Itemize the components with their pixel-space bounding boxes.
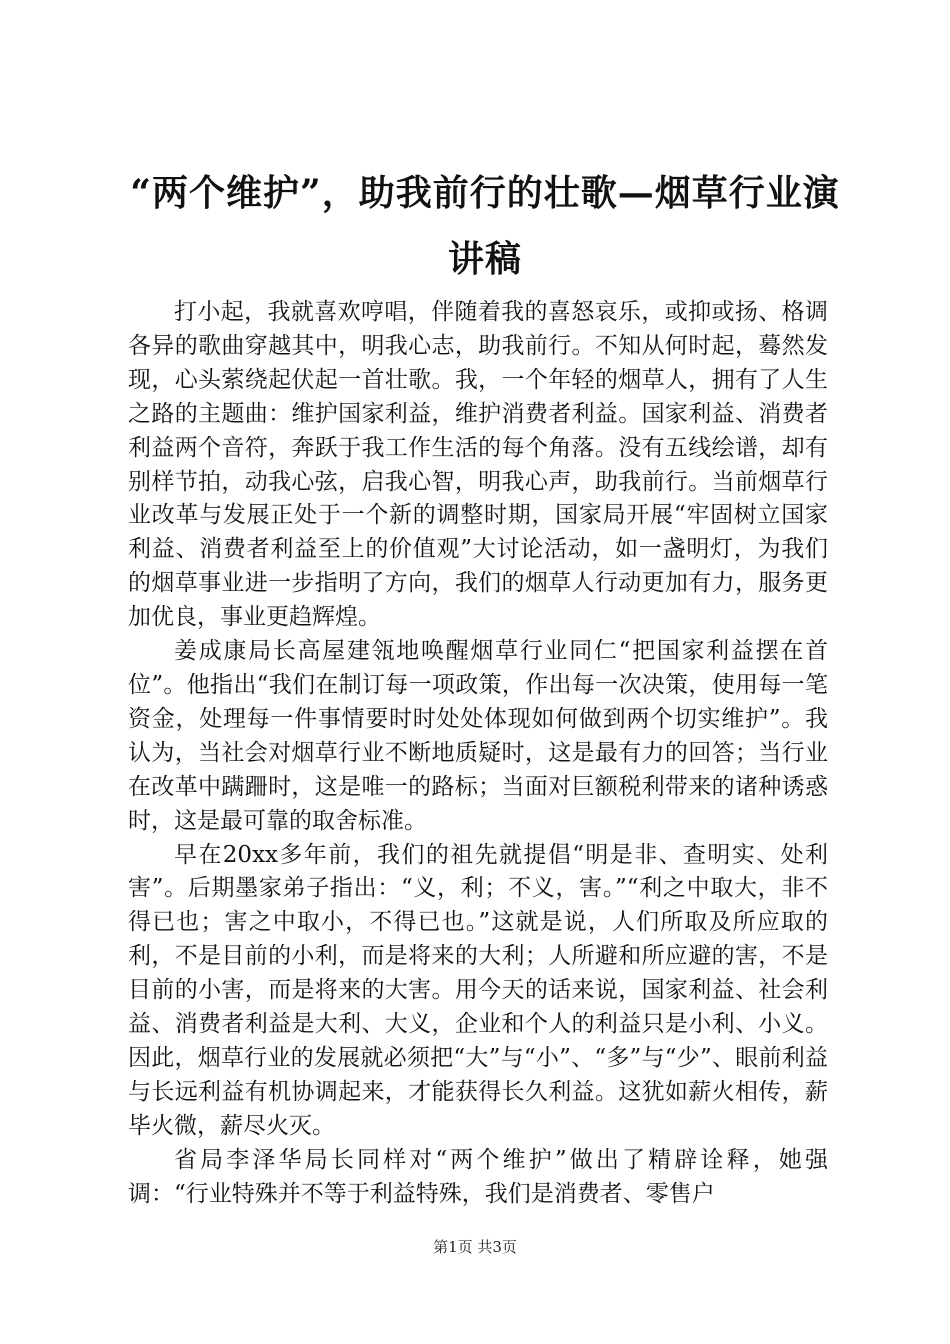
page-footer: 第1页 共3页 — [433, 1238, 517, 1256]
document-title: “两个维护”，助我前行的壮歌—烟草行业演讲稿 — [130, 172, 840, 280]
document-body — [128, 296, 828, 1211]
paragraph: 打小起，我就喜欢哼唱，伴随着我的喜怒哀乐，或抑或扬、格调各异的歌曲穿越其中，明我心志，助我前行。不知从何时起，蓦然发现，心头萦绕起伏起一首壮歌。我，一个年轻的烟草人，拥有了人生之路的主题曲：维护国家利益，维护消费者利益。国家利益、消费者利益两个音符，奔跃于我工作生活的每个角落。没有五线绘谱，却有别样节拍，动我心弦，启我心智，明我心声，助我前行。当前烟草行业改革与发展正处于一个新的调整时期，国家局开展“牢固树立国家利益、消费者利益至上的价值观”大讨论活动，如一盏明灯，为我们的烟草事业进一步指明了方向，我们的烟草人行动更加有力，服务更加优良，事业更趋辉煌。 — [128, 299, 828, 631]
paragraph: 早在20xx多年前，我们的祖先就提倡“明是非、查明实、处利害”。后期墨家弟子指出：“义，利；不义，害。”“利之中取大，非不得已也；害之中取小，不得已也。”这就是说，人们所取及所应取的利，不是目前的小利，而是将来的大利；人所避和所应避的害，不是目前的小害，而是将来的大害。用今天的话来说，国家利益、社会利益、消费者利益是大利、大义，企业和个人的利益只是小利、小义。因此，烟草行业的发展就必须把“大”与“小”、“多”与“少”、眼前利益与长远利益有机协调起来，才能获得长久利益。这犹如薪火相传，薪毕火微，薪尽火灭。 — [128, 841, 828, 1139]
paragraph: 姜成康局长高屋建瓴地唤醒烟草行业同仁“把国家利益摆在首位”。他指出“我们在制订每一项政策，作出每一次决策，使用每一笔资金，处理每一件事情要时时处处体现如何做到两个切实维护”。我认为，当社会对烟草行业不断地质疑时，这是最有力的回答；当行业在改革中蹒跚时，这是唯一的路标；当面对巨额税利带来的诸种诱惑时，这是最可靠的取舍标准。 — [128, 638, 828, 834]
paragraph: 省局李泽华局长同样对“两个维护”做出了精辟诠释，她强调：“行业特殊并不等于利益特殊，我们是消费者、零售户 — [128, 1146, 828, 1207]
